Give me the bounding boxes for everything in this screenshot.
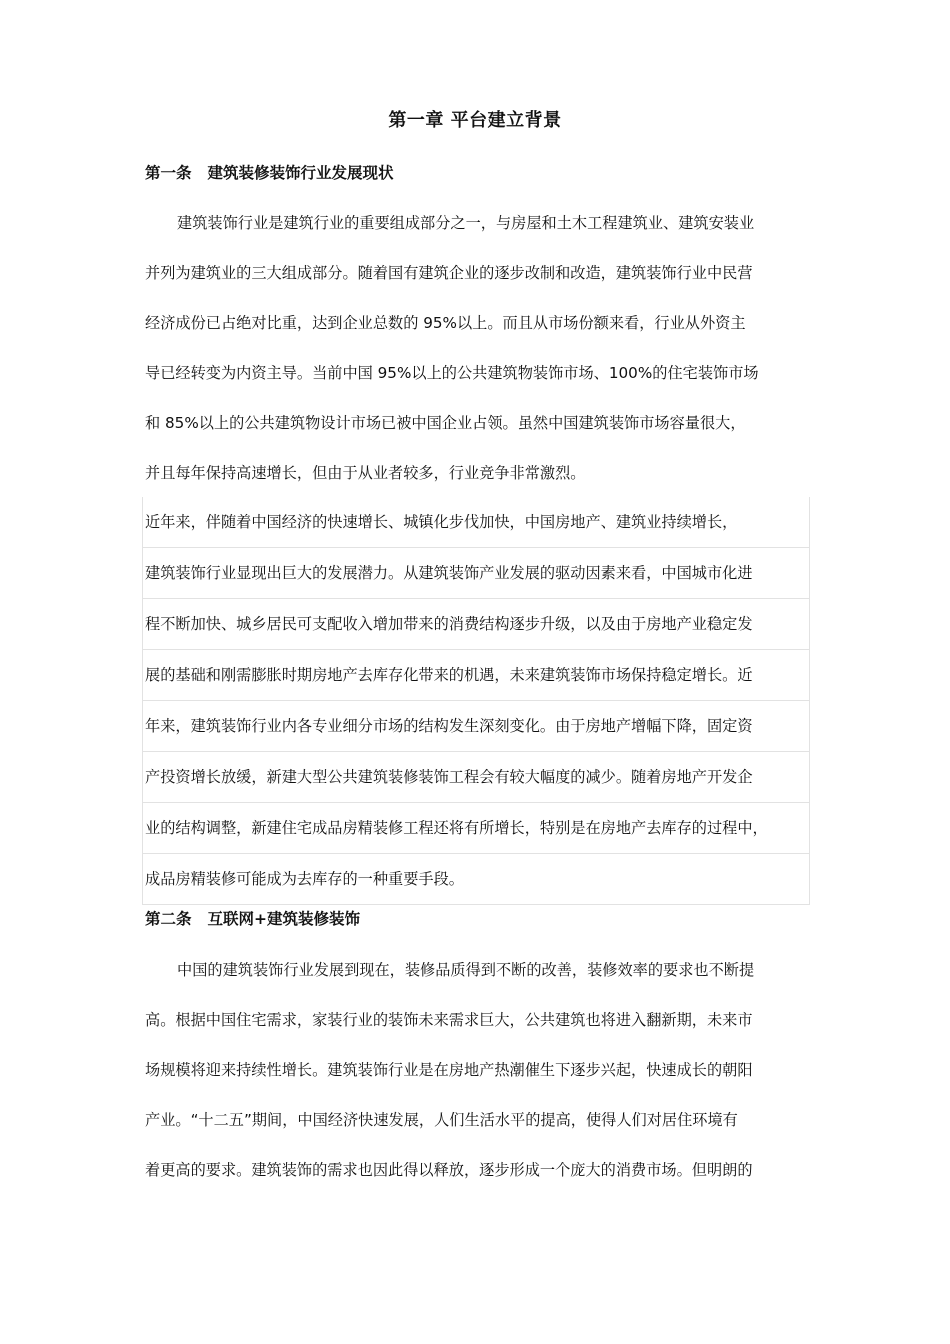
paragraph-line: 产投资增长放缓，新建大型公共建筑装修装饰工程会有较大幅度的减少。随着房地产开发企 — [142, 752, 810, 803]
paragraph-line: 中国的建筑装饰行业发展到现在，装修品质得到不断的改善，装修效率的要求也不断提 — [177, 961, 755, 979]
paragraph-line: 高。根据中国住宅需求，家装行业的装饰未来需求巨大，公共建筑也将进入翻新期，未来市 — [145, 1011, 753, 1029]
paragraph-line: 经济成份已占绝对比重，达到企业总数的 95%以上。而且从市场份额来看，行业从外资主 — [145, 314, 746, 332]
section-title: 建筑装修装饰行业发展现状 — [207, 164, 394, 182]
paragraph-line: 并且每年保持高速增长，但由于从业者较多，行业竞争非常激烈。 — [145, 464, 586, 482]
paragraph-line: 着更高的要求。建筑装饰的需求也因此得以释放，逐步形成一个庞大的消费市场。但明朗的 — [145, 1161, 753, 1179]
paragraph-line: 产业。“十二五”期间，中国经济快速发展，人们生活水平的提高，使得人们对居住环境有 — [145, 1111, 738, 1129]
paragraph-line: 场规模将迎来持续性增长。建筑装饰行业是在房地产热潮催生下逐步兴起，快速成长的朝阳 — [145, 1061, 753, 1079]
paragraph-line: 和 85%以上的公共建筑物设计市场已被中国企业占领。虽然中国建筑装饰市场容量很大， — [145, 414, 746, 432]
section-heading-1 — [145, 162, 394, 184]
paragraph-line: 年来，建筑装饰行业内各专业细分市场的结构发生深刻变化。由于房地产增幅下降，固定资 — [142, 701, 810, 752]
section-number: 第一条 — [145, 164, 192, 182]
paragraph-line: 展的基础和刚需膨胀时期房地产去库存化带来的机遇，未来建筑装饰市场保持稳定增长。近 — [142, 650, 810, 701]
chapter-title: 第一章 平台建立背景 — [388, 110, 562, 131]
paragraph-line: 导已经转变为内资主导。当前中国 95%以上的公共建筑物装饰市场、100%的住宅装饰市场 — [145, 364, 759, 382]
paragraph-line: 程不断加快、城乡居民可支配收入增加带来的消费结构逐步升级，以及由于房地产业稳定发 — [142, 599, 810, 650]
paragraph-internet-decoration — [145, 945, 815, 1195]
paragraph-line: 建筑装饰行业是建筑行业的重要组成部分之一，与房屋和土木工程建筑业、建筑安装业 — [177, 214, 755, 232]
paragraph-line: 近年来，伴随着中国经济的快速增长、城镇化步伐加快，中国房地产、建筑业持续增长， — [142, 497, 810, 548]
section-heading-2 — [145, 908, 360, 930]
section-number: 第二条 — [145, 910, 192, 928]
section-title: 互联网+建筑装修装饰 — [207, 910, 361, 928]
paragraph-growth-potential — [145, 497, 815, 905]
paragraph-line: 业的结构调整，新建住宅成品房精装修工程还将有所增长，特别是在房地产去库存的过程中， — [142, 803, 810, 854]
paragraph-industry-status — [145, 198, 815, 498]
paragraph-line: 并列为建筑业的三大组成部分。随着国有建筑企业的逐步改制和改造，建筑装饰行业中民营 — [145, 264, 753, 282]
paragraph-line: 成品房精装修可能成为去库存的一种重要手段。 — [142, 854, 810, 905]
paragraph-line: 建筑装饰行业显现出巨大的发展潜力。从建筑装饰产业发展的驱动因素来看，中国城市化进 — [142, 548, 810, 599]
